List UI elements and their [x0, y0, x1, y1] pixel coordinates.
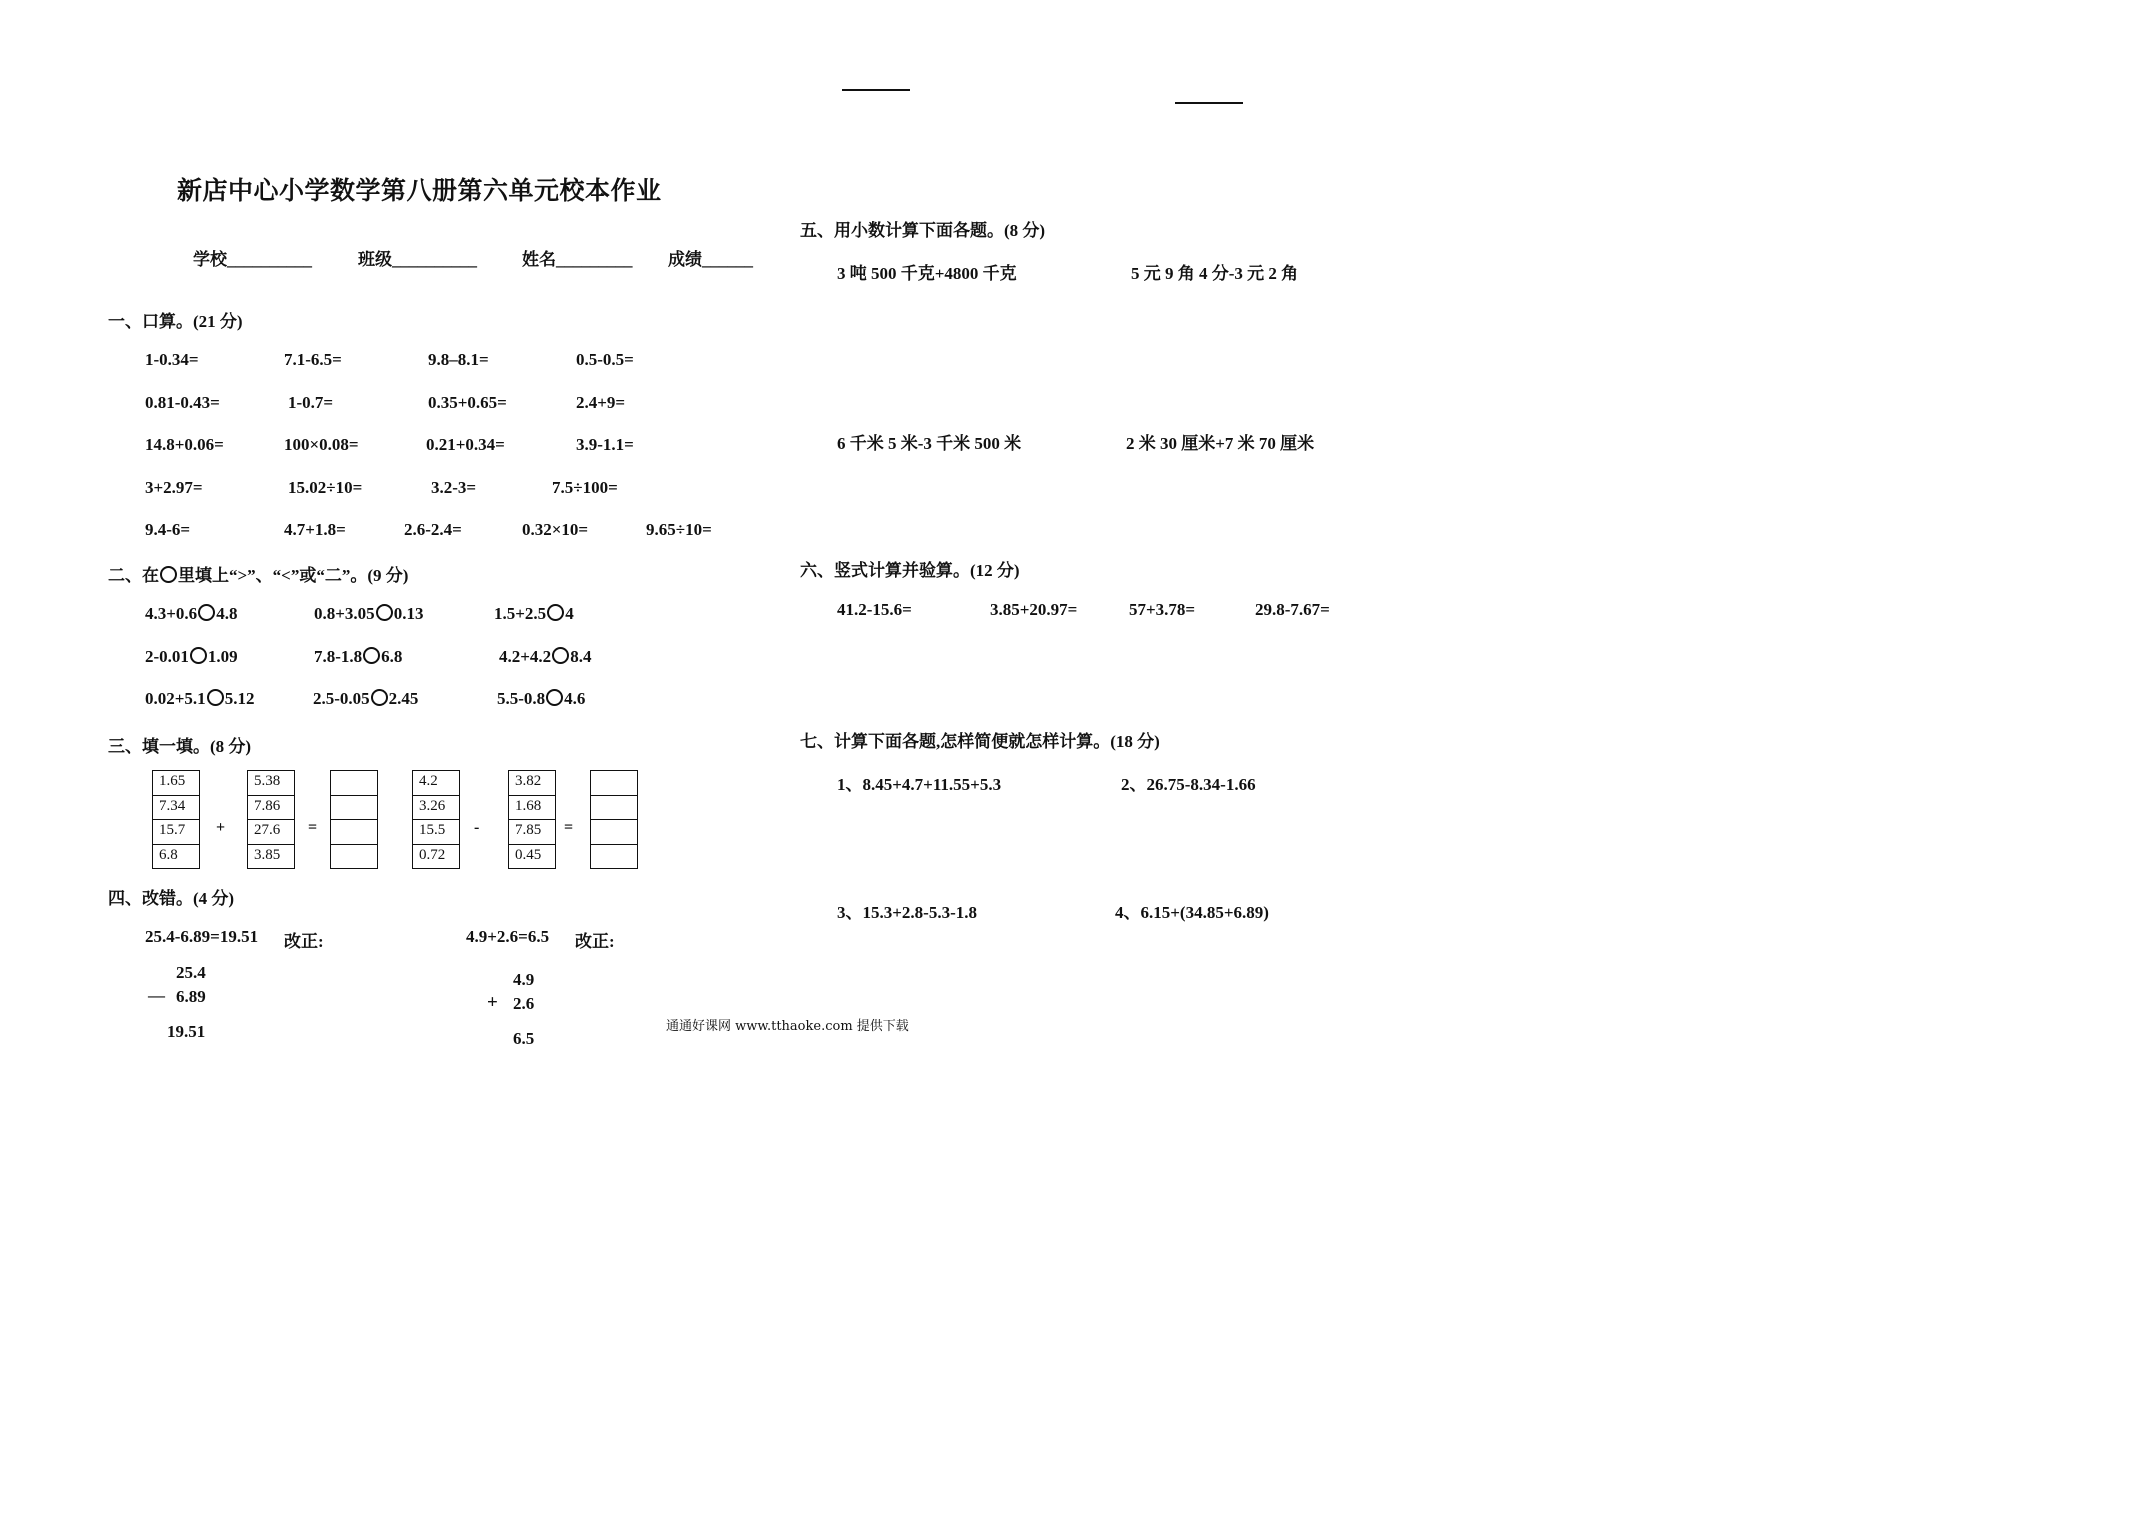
info-name: 姓名_________: [522, 250, 633, 269]
section-4-header: 四、改错。(4 分): [108, 889, 235, 908]
compare-circle-input[interactable]: [376, 604, 393, 621]
compare-circle-input[interactable]: [552, 647, 569, 664]
section-2-header: [108, 561, 408, 586]
mental-math-item: 0.35+0.65=: [428, 393, 507, 412]
s7-item-4: 4、6.15+(34.85+6.89): [1115, 903, 1269, 922]
plus-sign: +: [216, 819, 226, 836]
answer-cell[interactable]: [330, 844, 378, 870]
compare-item: [497, 689, 585, 709]
compare-left: 1.5+2.5: [494, 604, 547, 623]
compare-left: 2-0.01: [145, 647, 189, 666]
mental-math-item: 0.21+0.34=: [426, 435, 505, 454]
table-cell: 3.26: [412, 795, 460, 821]
section-5-header: 五、用小数计算下面各题。(8 分): [800, 221, 1046, 240]
mental-math-item: 1-0.34=: [145, 350, 199, 369]
compare-left: 4.2+4.2: [499, 647, 552, 666]
compare-item: [314, 604, 423, 624]
mental-math-item: 0.32×10=: [522, 520, 589, 539]
vertical-2-top: 4.9: [513, 970, 535, 989]
mental-math-item: 9.8–8.1=: [428, 350, 489, 369]
section-1-header: 一、口算。(21 分): [108, 312, 243, 331]
mental-math-item: 3.2-3=: [431, 478, 477, 497]
compare-item: [494, 604, 574, 624]
s5-item-4: 2 米 30 厘米+7 米 70 厘米: [1126, 434, 1315, 453]
compare-item: [313, 689, 418, 709]
answer-cell[interactable]: [590, 795, 638, 821]
compare-circle-input[interactable]: [547, 604, 564, 621]
s6-item-1: 41.2-15.6=: [837, 600, 912, 619]
mental-math-item: 7.5÷100=: [552, 478, 618, 497]
compare-right: 5.12: [224, 689, 255, 708]
table-cell: 0.45: [508, 844, 556, 870]
compare-left: 2.5-0.05: [313, 689, 370, 708]
mental-math-item: 7.1-6.5=: [284, 350, 342, 369]
answer-cell[interactable]: [330, 819, 378, 845]
compare-right: 0.13: [393, 604, 424, 623]
page-title: 新店中心小学数学第八册第六单元校本作业: [177, 176, 662, 205]
vertical-2-op: +: [487, 992, 498, 1013]
minus-sign: -: [474, 819, 480, 836]
compare-right: 8.4: [570, 647, 592, 666]
mental-math-item: 9.65÷10=: [646, 520, 712, 539]
section-3-header: 三、填一填。(8 分): [108, 737, 252, 756]
table-cell: 7.86: [247, 795, 295, 821]
section-2-header-b: 里填上“>”、“<”或“二”。(9 分): [178, 566, 409, 585]
compare-left: 4.3+0.6: [145, 604, 198, 623]
answer-cell[interactable]: [590, 844, 638, 870]
compare-left: 7.8-1.8: [314, 647, 363, 666]
s6-item-4: 29.8-7.67=: [1255, 600, 1330, 619]
compare-item: [145, 647, 238, 667]
compare-circle-input[interactable]: [363, 647, 380, 664]
table-cell: 4.2: [412, 770, 460, 796]
section-6-header: 六、竖式计算并验算。(12 分): [800, 561, 1020, 580]
table-cell: 6.8: [152, 844, 200, 870]
s5-item-2: 5 元 9 角 4 分-3 元 2 角: [1131, 264, 1299, 283]
table-cell: 1.68: [508, 795, 556, 821]
info-score: 成绩______: [668, 250, 753, 269]
answer-cell[interactable]: [330, 770, 378, 796]
mental-math-item: 3.9-1.1=: [576, 435, 634, 454]
top-line-right: [1175, 102, 1243, 104]
equals-sign-1: =: [308, 819, 318, 836]
table-cell: 7.34: [152, 795, 200, 821]
table-cell: 27.6: [247, 819, 295, 845]
table-cell: 3.85: [247, 844, 295, 870]
mental-math-item: 100×0.08=: [284, 435, 359, 454]
table-cell: 3.82: [508, 770, 556, 796]
mental-math-item: 9.4-6=: [145, 520, 191, 539]
circle-icon: [160, 566, 177, 583]
mental-math-item: 3+2.97=: [145, 478, 203, 497]
mental-math-item: 0.5-0.5=: [576, 350, 634, 369]
compare-item: [145, 689, 254, 709]
compare-right: 2.45: [388, 689, 419, 708]
mental-math-item: 14.8+0.06=: [145, 435, 224, 454]
info-school: 学校__________: [193, 250, 312, 269]
compare-item: [145, 604, 237, 624]
mental-math-item: 0.81-0.43=: [145, 393, 220, 412]
vertical-2-bottom: 2.6: [513, 994, 535, 1013]
compare-circle-input[interactable]: [198, 604, 215, 621]
compare-item: [499, 647, 591, 667]
vertical-1-op: —: [148, 986, 165, 1005]
compare-left: 0.02+5.1: [145, 689, 206, 708]
compare-right: 4: [565, 604, 574, 623]
compare-right: 4.8: [216, 604, 238, 623]
vertical-1-result: 19.51: [167, 1022, 206, 1041]
error-question-1: 25.4-6.89=19.51: [145, 927, 259, 946]
compare-right: 6.8: [381, 647, 403, 666]
table-cell: 15.7: [152, 819, 200, 845]
table-cell: 0.72: [412, 844, 460, 870]
s5-item-1: 3 吨 500 千克+4800 千克: [837, 264, 1017, 283]
table-cell: 15.5: [412, 819, 460, 845]
compare-left: 5.5-0.8: [497, 689, 546, 708]
vertical-1-top: 25.4: [176, 963, 206, 982]
fix-label-1: 改正:: [284, 932, 324, 951]
error-question-2: 4.9+2.6=6.5: [466, 927, 550, 946]
mental-math-item: 2.6-2.4=: [404, 520, 462, 539]
info-class: 班级__________: [358, 250, 477, 269]
s5-item-3: 6 千米 5 米-3 千米 500 米: [837, 434, 1022, 453]
compare-right: 4.6: [564, 689, 586, 708]
table-cell: 5.38: [247, 770, 295, 796]
compare-circle-input[interactable]: [371, 689, 388, 706]
equals-sign-2: =: [564, 819, 574, 836]
answer-cell[interactable]: [590, 819, 638, 845]
compare-right: 1.09: [207, 647, 238, 666]
table-cell: 1.65: [152, 770, 200, 796]
fix-label-2: 改正:: [575, 932, 615, 951]
mental-math-item: 1-0.7=: [288, 393, 334, 412]
compare-circle-input[interactable]: [190, 647, 207, 664]
s7-item-2: 2、26.75-8.34-1.66: [1121, 775, 1256, 794]
mental-math-item: 15.02÷10=: [288, 478, 363, 497]
s7-item-1: 1、8.45+4.7+11.55+5.3: [837, 775, 1002, 794]
section-2-header-a: 二、在: [108, 566, 159, 585]
footer-source: 通通好课网 www.tthaoke.com 提供下载: [666, 1019, 909, 1034]
compare-item: [314, 647, 402, 667]
mental-math-item: 2.4+9=: [576, 393, 626, 412]
vertical-2-result: 6.5: [513, 1029, 535, 1048]
s6-item-2: 3.85+20.97=: [990, 600, 1078, 619]
compare-circle-input[interactable]: [207, 689, 224, 706]
s6-item-3: 57+3.78=: [1129, 600, 1196, 619]
section-7-header: 七、计算下面各题,怎样简便就怎样计算。(18 分): [800, 732, 1160, 751]
vertical-1-bottom: 6.89: [176, 987, 206, 1006]
compare-circle-input[interactable]: [546, 689, 563, 706]
s7-item-3: 3、15.3+2.8-5.3-1.8: [837, 903, 978, 922]
answer-cell[interactable]: [330, 795, 378, 821]
table-cell: 7.85: [508, 819, 556, 845]
top-line-left: [842, 89, 910, 91]
mental-math-item: 4.7+1.8=: [284, 520, 346, 539]
answer-cell[interactable]: [590, 770, 638, 796]
compare-left: 0.8+3.05: [314, 604, 375, 623]
